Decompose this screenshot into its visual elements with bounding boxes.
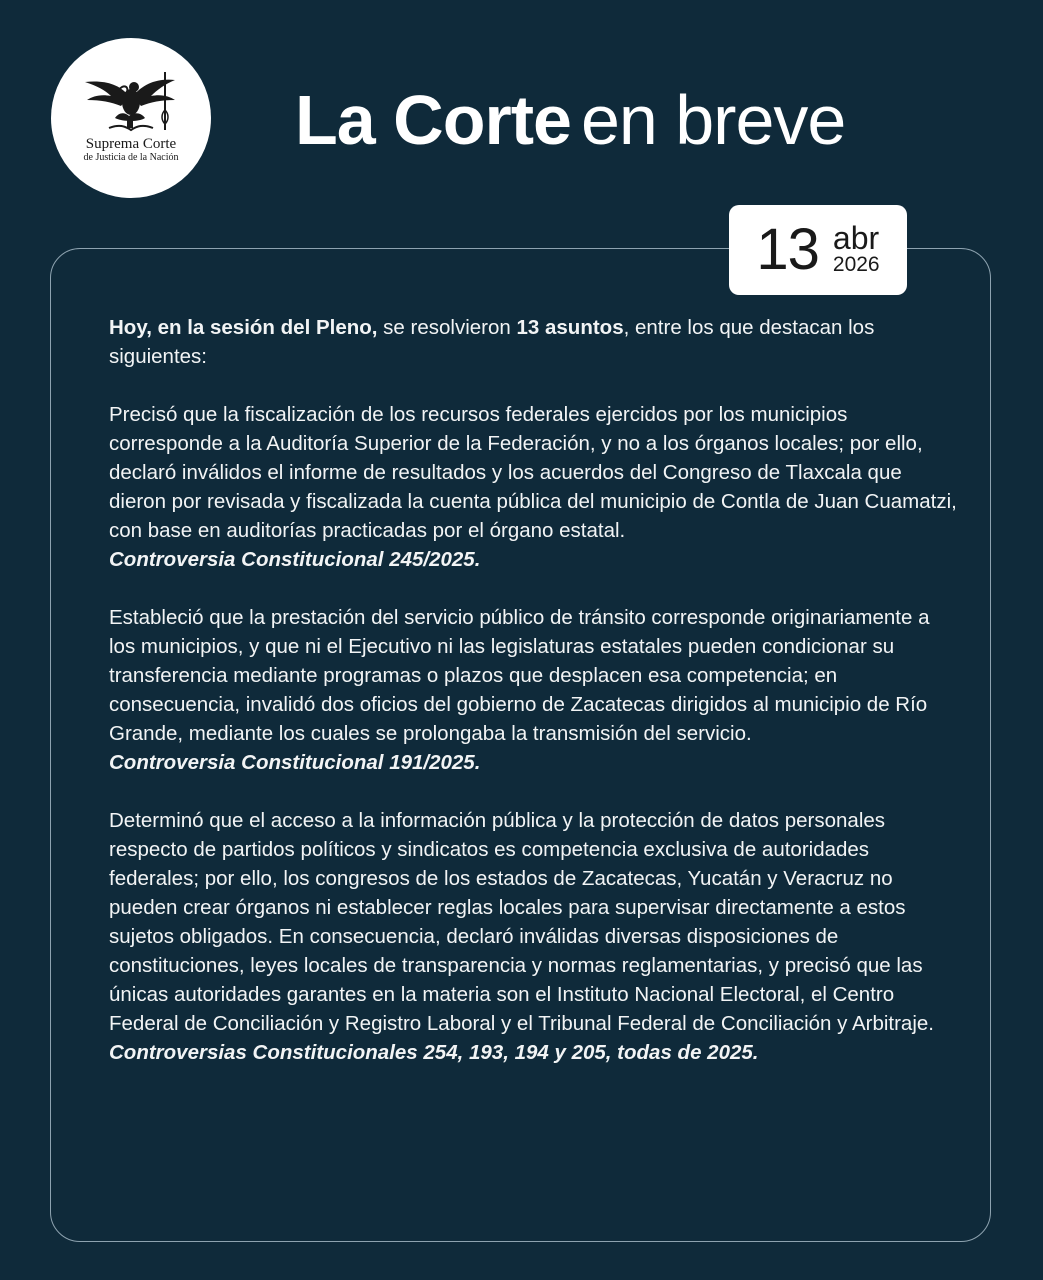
resolution-item <box>109 400 959 574</box>
date-month: abr <box>832 220 880 256</box>
title-regular: en breve <box>580 81 846 159</box>
intro-bold-count: 13 asuntos <box>516 316 624 339</box>
date-badge <box>729 205 907 295</box>
logo-line-2: de Justicia de la Nación <box>83 152 179 163</box>
resolution-text: Precisó que la fiscalización de los recursos federales ejercidos por los municipios corresponde a la Auditoría Superior de la Federación, y no a los órganos locales; por ello, declaró inválidos el informe de resultados y los acuerdos del Congreso de Tlaxcala que dieron por revisada y fiscalizada la cuenta pública del municipio de Contla de Juan Cuamatzi, con base en auditorías practicadas por el órgano estatal. <box>109 403 957 542</box>
eagle-emblem-icon <box>79 66 183 134</box>
intro-bold-session: Hoy, en la sesión del Pleno, <box>109 316 378 339</box>
resolution-text: Determinó que el acceso a la información pública y la protección de datos personales respecto de partidos políticos y sindicatos es competencia exclusiva de autoridades federales; por ello, los congresos de los estados de Zacatecas, Yucatán y Veracruz no pueden crear órganos ni establecer reglas locales para supervisar directamente a estos sujetos obligados. En consecuencia, declaró inválidas diversas disposiciones de constituciones, leyes locales de transparencia y normas reglamentarias, y precisó que las únicas autoridades garantes en la materia son el Instituto Nacional Electoral, el Centro Federal de Conciliación y Registro Laboral y el Tribunal Federal de Conciliación y Arbitraje. <box>109 809 934 1035</box>
summary-content <box>109 313 959 1096</box>
date-day: 13 <box>756 217 819 282</box>
resolution-text: Estableció que la prestación del servicio público de tránsito corresponde originariamente a los municipios, y que ni el Ejecutivo ni las legislaturas estatales pueden condicionar su transferencia mediante programas o plazos que desplacen esa competencia; en consecuencia, invalidó dos oficios del gobierno de Zacatecas dirigidos al municipio de Río Grande, mediante los cuales se prolongaba la transmisión del servicio. <box>109 606 930 745</box>
intro-text-2: , entre los que destacan los siguientes: <box>109 316 875 368</box>
date-year: 2026 <box>832 253 880 276</box>
resolution-reference: Controversia Constitucional 191/2025. <box>109 751 481 774</box>
intro-text-1: se resolvieron <box>377 316 517 339</box>
resolution-item <box>109 603 959 777</box>
resolution-item <box>109 806 959 1067</box>
page-title <box>295 78 845 162</box>
intro-paragraph <box>109 313 959 371</box>
logo-line-1: Suprema Corte <box>85 136 177 152</box>
title-bold: La Corte <box>295 81 571 159</box>
scjn-logo <box>51 38 211 198</box>
resolution-reference: Controversia Constitucional 245/2025. <box>109 548 481 571</box>
resolution-reference: Controversias Constitucionales 254, 193, 194 y 205, todas de 2025. <box>109 1041 759 1064</box>
